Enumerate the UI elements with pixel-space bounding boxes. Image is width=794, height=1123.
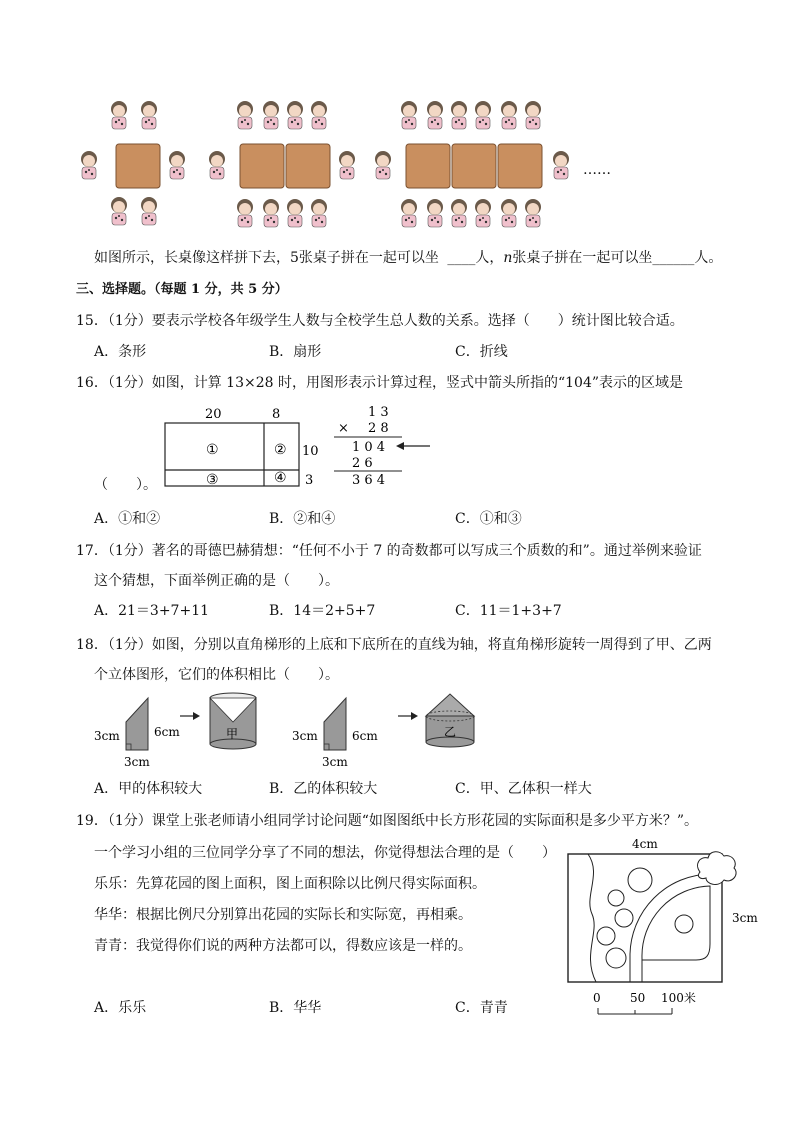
q19-stem-1: 19．（1分）课堂上张老师请小组同学讨论问题“如图图纸中长方形花园的实际面积是多少平方米？”。	[76, 813, 699, 829]
q18-label-6cm-2: 6cm	[352, 729, 378, 743]
q16-paren[interactable]: （ ）。	[94, 477, 157, 493]
q16-row-26: 2 6	[352, 456, 373, 471]
q17-stem-2: 这个猜想，下面举例正确的是（ ）。	[94, 573, 339, 589]
q16-vertical-calc	[330, 402, 436, 488]
q19-scale-100: 100米	[661, 991, 696, 1005]
q14-n-var: n	[503, 250, 513, 266]
q16-region-3: ③	[206, 472, 219, 488]
q15-option-b[interactable]: B．扇形	[269, 344, 322, 360]
q14-text-c: 张桌子拼在一起可以坐	[512, 250, 653, 266]
q19-huahua: 华华：根据比例尺分别算出花园的实际长和实际宽，再相乘。	[94, 907, 472, 923]
q18-label-3cm-h1: 3cm	[94, 729, 120, 743]
q16-area-model	[160, 402, 330, 490]
q19-option-a[interactable]: A．乐乐	[94, 1000, 147, 1016]
q16-region-1: ①	[206, 442, 219, 458]
tables-figure	[74, 98, 614, 234]
q16-label-20: 20	[205, 407, 222, 422]
q18-stem-2: 个立体图形，它们的体积相比（ ）。	[94, 667, 339, 683]
q16-row-364: 3 6 4	[352, 473, 386, 488]
q18-trapezoid-1	[126, 698, 148, 750]
q18-figure	[90, 688, 480, 770]
q19-garden-map	[560, 834, 766, 1020]
q15-stem: 15．（1分）要表示学校各年级学生人数与全校学生总人数的关系。选择（ ）统计图比较合适。	[76, 313, 684, 329]
q18-option-a[interactable]: A．甲的体积较大	[94, 781, 203, 797]
q15-option-a[interactable]: A．条形	[94, 344, 147, 360]
q14-text-a: 如图所示，长桌像这样拼下去，5张桌子拼在一起可以坐	[94, 250, 439, 266]
q18-option-b[interactable]: B．乙的体积较大	[269, 781, 378, 797]
q19-scale-50: 50	[630, 991, 646, 1005]
q19-lele: 乐乐：先算花园的图上面积，图上面积除以比例尺得实际面积。	[94, 876, 486, 892]
q18-yi: 乙	[444, 725, 457, 739]
q17-option-c[interactable]: C．11＝1+3+7	[455, 603, 562, 619]
q16-stem: 16．（1分）如图，计算 13×28 时，用图形表示计算过程，竖式中箭头所指的“104”表示的区域是	[76, 375, 684, 391]
q18-stem-1: 18．（1分）如图，分别以直角梯形的上底和下底所在的直线为轴，将直角梯形旋转一周得到了甲、乙两	[76, 637, 712, 653]
q18-label-3cm-b1: 3cm	[124, 755, 150, 769]
q19-width-label: 4cm	[632, 837, 658, 851]
q19-scale-0: 0	[593, 991, 601, 1005]
q19-qingqing: 青青：我觉得你们说的两种方法都可以，得数应该是一样的。	[94, 938, 472, 954]
q16-label-10: 10	[302, 444, 319, 459]
q16-row-28: 2 8	[368, 421, 389, 436]
q16-region-4: ④	[274, 470, 287, 486]
q16-times-sign: ×	[338, 421, 349, 436]
q16-option-c[interactable]: C．①和③	[455, 511, 522, 527]
q19-option-b[interactable]: B．华华	[269, 1000, 322, 1016]
q16-arrow-head	[396, 442, 404, 450]
q16-label-8: 8	[272, 407, 281, 422]
section-3-title: 三、选择题。（每题 1 分，共 5 分）	[76, 282, 288, 297]
q16-region-2: ②	[274, 442, 287, 458]
q18-label-3cm-h2: 3cm	[292, 729, 318, 743]
q17-stem-1: 17．（1分）著名的哥德巴赫猜想：“任何不小于 7 的奇数都可以写成三个质数的和”。通过举例来验证	[76, 543, 702, 559]
q19-height-label: 3cm	[732, 911, 758, 925]
q18-jia: 甲	[226, 727, 239, 741]
q17-option-b[interactable]: B．14＝2+5+7	[269, 603, 376, 619]
q19-option-c[interactable]: C．青青	[455, 1000, 508, 1016]
continuation-dots: ……	[583, 162, 611, 178]
q14-tail-line	[94, 247, 722, 267]
q14-text-d: 人。	[694, 250, 723, 266]
q14-blank-2[interactable]: ______	[652, 250, 695, 266]
q15-option-c[interactable]: C．折线	[455, 344, 508, 360]
q14-text-b: 人，	[475, 250, 504, 266]
q18-option-c[interactable]: C．甲、乙体积一样大	[455, 781, 592, 797]
q16-option-b[interactable]: B．②和④	[269, 511, 336, 527]
q18-trapezoid-2	[324, 698, 346, 750]
q14-blank-1[interactable]: ____	[447, 250, 476, 266]
q16-row-13: 1 3	[368, 405, 389, 420]
q16-option-a[interactable]: A．①和②	[94, 511, 161, 527]
q17-option-a[interactable]: A．21＝3+7+11	[94, 603, 210, 619]
q18-label-3cm-b2: 3cm	[322, 755, 348, 769]
q16-row-104: 1 0 4	[352, 440, 386, 455]
q19-stem-2: 一个学习小组的三位同学分享了不同的想法，你觉得想法合理的是（ ）	[94, 845, 556, 861]
q18-label-6cm-1: 6cm	[154, 725, 180, 739]
q16-label-3: 3	[305, 473, 314, 488]
